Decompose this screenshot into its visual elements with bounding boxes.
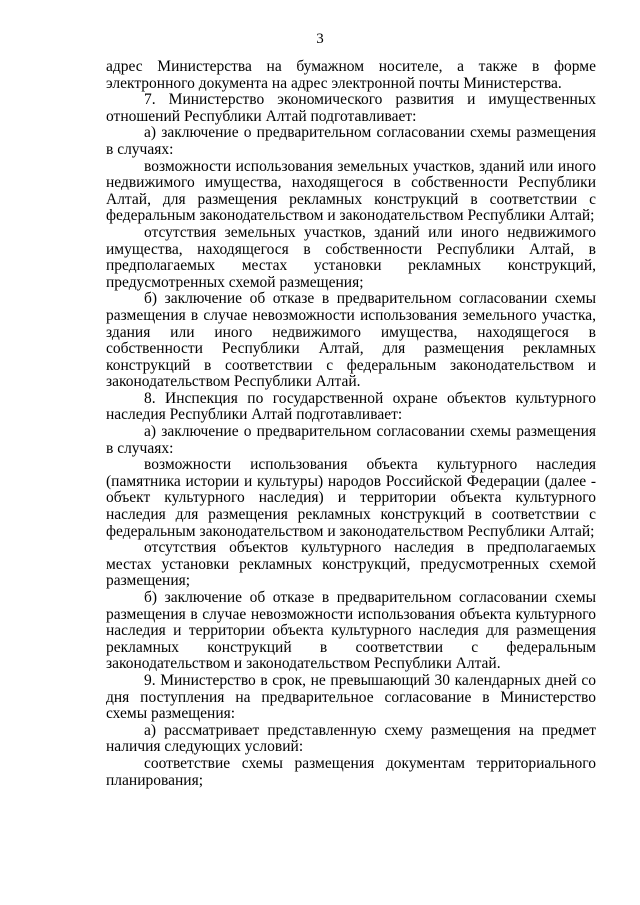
paragraph-8b: б) заключение об отказе в предварительном согласовании схемы размещения в случае невозможности использования объекта культурного наследия и территории объекта культурного наследия для размещения рекламных конструкций в соответствии с федеральным законодательством и законодательством Республики Алтай. xyxy=(106,589,596,673)
page-number: 3 xyxy=(316,31,324,47)
paragraph-7a-case-1: возможности использования земельных участков, зданий или иного недвижимого имущества, находящегося в собственности Республики Алтай, для размещения рекламных конструкций в соответствии с федеральным законодательством и законодательством Республики Алтай; xyxy=(106,157,596,225)
paragraph-7a-case-2: отсутствия земельных участков, зданий или иного недвижимого имущества, находящегося в собственности Республики Алтай, в предполагаемых местах установки рекламных конструкций, предусмотренных схемой размещения; xyxy=(106,223,596,291)
document-body xyxy=(106,59,596,789)
paragraph-8a-case-2: отсутствия объектов культурного наследия в предполагаемых местах установки рекламных конструкций, предусмотренных схемой размещения; xyxy=(106,539,596,590)
paragraph-item-7: 7. Министерство экономического развития и имущественных отношений Республики Алтай подготавливает: xyxy=(106,91,596,125)
paragraph-9a-condition-1: соответствие схемы размещения документам территориального планирования; xyxy=(106,754,596,789)
paragraph-7a: а) заключение о предварительном согласовании схемы размещения в случаях: xyxy=(106,124,596,158)
paragraph-item-8: 8. Инспекция по государственной охране объектов культурного наследия Республики Алтай подготавливает: xyxy=(106,389,596,424)
paragraph-item-9: 9. Министерство в срок, не превышающий 30 календарных дней со дня поступления на предварительное согласование в Министерство схемы размещения: xyxy=(106,671,596,723)
paragraph-8a-case-1: возможности использования объекта культурного наследия (памятника истории и культуры) народов Российской Федерации (далее - объект культурного наследия) и территории объекта культурного наследия для размещения рекламных конструкций в соответствии с федеральным законодательством и законодательством Республики Алтай; xyxy=(106,456,596,540)
paragraph-continuation: адрес Министерства на бумажном носителе, а также в форме электронного документа на адрес электронной почты Министерства. xyxy=(106,58,596,92)
paragraph-7b: б) заключение об отказе в предварительном согласовании схемы размещения в случае невозможности использования земельного участка, здания или иного недвижимого имущества, находящегося в собственности Республики Алтай, для размещения рекламных конструкций в соответствии с федеральным законодательством и законодательством Республики Алтай. xyxy=(106,290,596,391)
paragraph-8a: а) заключение о предварительном согласовании схемы размещения в случаях: xyxy=(106,423,596,457)
paragraph-9a: а) рассматривает представленную схему размещения на предмет наличия следующих условий: xyxy=(106,721,596,756)
